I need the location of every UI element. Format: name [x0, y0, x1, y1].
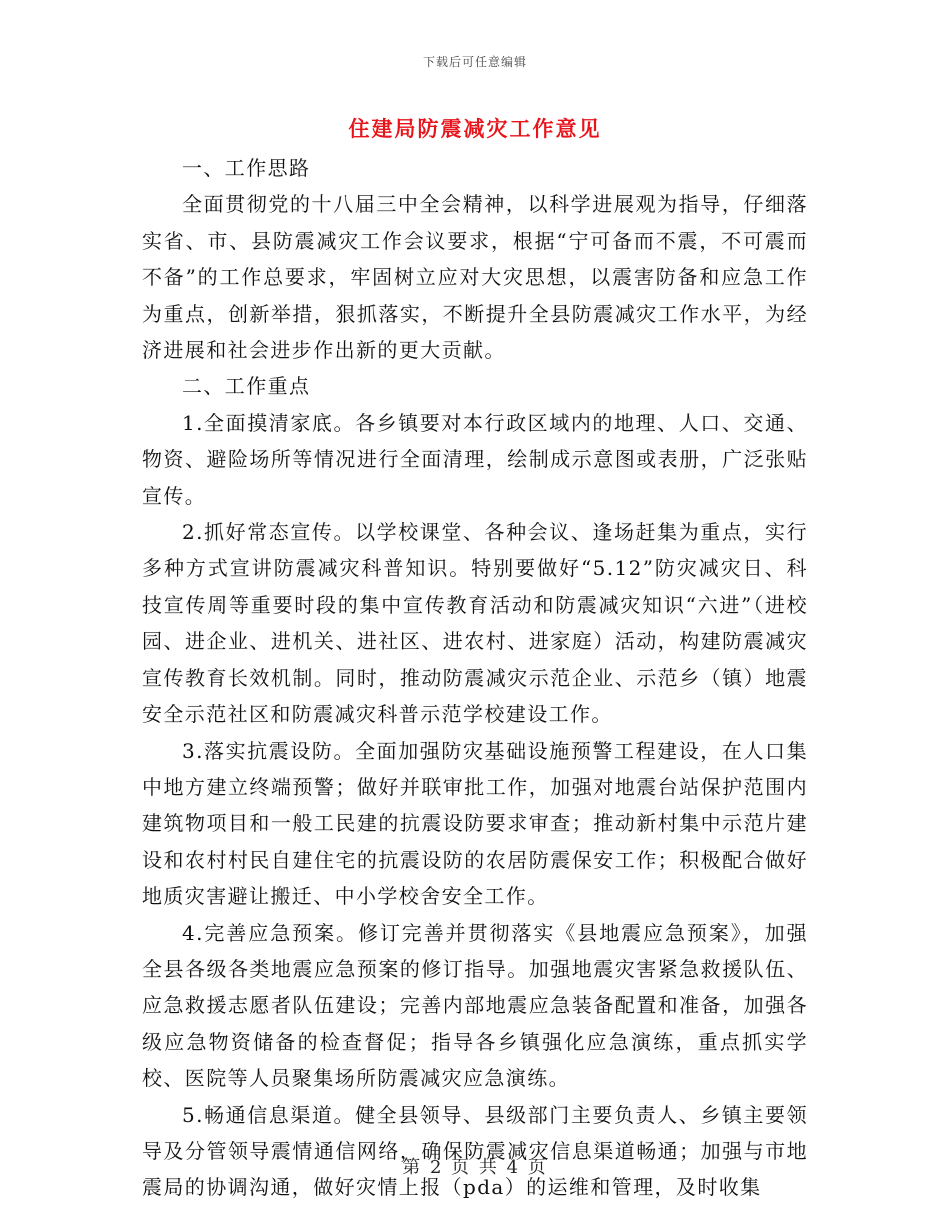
section-heading-2: 二、工作重点 — [182, 374, 311, 399]
paragraph-item-2: 2.抓好常态宣传。以学校课堂、各种会议、逢场赶集为重点，实行多种方式宣讲防震减灾科普知识。特别要做好“5.12”防灾减灾日、科技宣传周等重要时段的集中宣传教育活动和防震减灾知识“六进”（进校园、进企业、进机关、进社区、进农村、进家庭）活动，构建防震减灾宣传教育长效机制。同时，推动防震减灾示范企业、示范乡（镇）地震安全示范社区和防震减灾科普示范学校建设工作。 — [142, 520, 808, 727]
paragraph-item-1: 1.全面摸清家底。各乡镇要对本行政区域内的地理、人口、交通、物资、避险场所等情况进行全面清理，绘制成示意图或表册，广泛张贴宣传。 — [142, 410, 808, 508]
document-title: 住建局防震减灾工作意见 — [348, 116, 602, 141]
document-body — [142, 150, 808, 1206]
section-heading-1: 一、工作思路 — [182, 156, 311, 180]
paragraph-approach: 全面贯彻党的十八届三中全会精神，以科学进展观为指导，仔细落实省、市、县防震减灾工作会议要求，根据“宁可备而不震，不可震而不备”的工作总要求，牢固树立应对大灾思想，以震害防备和应急工作为重点，创新举措，狠抓落实，不断提升全县防震减灾工作水平，为经济进展和社会进步作出新的更大贡献。 — [142, 192, 808, 363]
header-note: 下载后可任意编辑 — [422, 55, 527, 69]
paragraph-item-4: 4.完善应急预案。修订完善并贯彻落实《县地震应急预案》，加强全县各级各类地震应急预案的修订指导。加强地震灾害紧急救援队伍、应急救援志愿者队伍建设；完善内部地震应急装备配置和准备，加强各级应急物资储备的检查督促；指导各乡镇强化应急演练，重点抓实学校、医院等人员聚集场所防震减灾应急演练。 — [142, 920, 808, 1091]
page-number-footer: 第 2 页 共 4 页 — [402, 1157, 548, 1178]
paragraph-item-3: 3.落实抗震设防。全面加强防灾基础设施预警工程建设，在人口集中地方建立终端预警；做好并联审批工作，加强对地震台站保护范围内建筑物项目和一般工民建的抗震设防要求审查；推动新村集中示范片建设和农村村民自建住宅的抗震设防的农居防震保安工作；积极配合做好地质灾害避让搬迁、中小学校舍安全工作。 — [142, 738, 808, 909]
paragraph-item-5: 5.畅通信息渠道。健全县领导、县级部门主要负责人、乡镇主要领导及分管领导震情通信网络，确保防震减灾信息渠道畅通；加强与市地震局的协调沟通，做好灾情上报（pda）的运维和管理，及时收集 — [142, 1102, 808, 1200]
